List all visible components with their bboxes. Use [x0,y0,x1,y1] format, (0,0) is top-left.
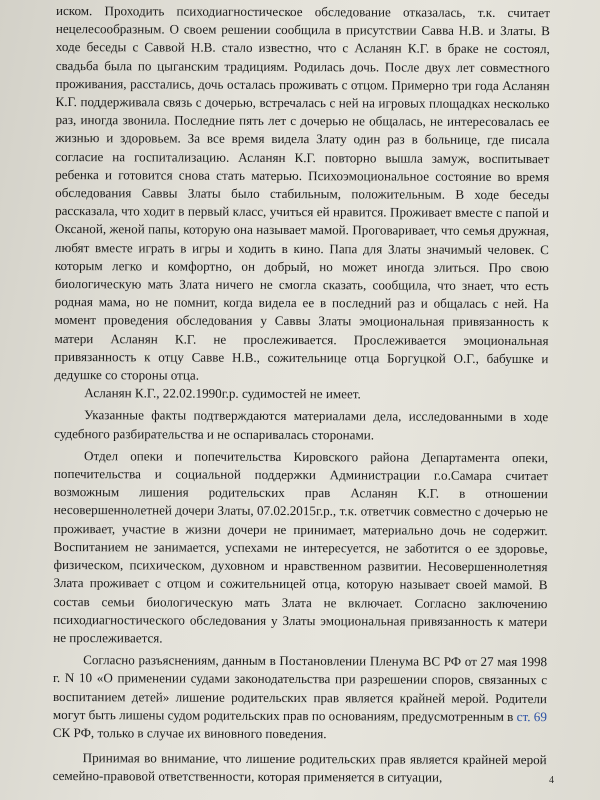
paragraph-guardianship-opinion: Отдел опеки и попечительства Кировского района Департамента опеки, попечительства и социальной поддержки Администрации г.о.Самара считает возможным лишения родительских прав Асланян К.Г. в отношении несовершеннолетней дочери Златы, 07.02.2015г.р., т.к. ответчик совместно с дочерью не проживает, участие в жизни дочери не принимает, материально дочь не содержит. Воспитанием не занимается, успехами не интересуется, не заботится о ее здоровье, физическом, психическом, духовном и нравственном развитии. Несовершеннолетняя Злата проживает с отцом и сожительницей отца, которую называет своей мамой. В состав семьи биологическую мать Злата не включает. Согласно заключению психодиагностического обследования у Златы эмоциональная привязанность к матери не прослеживается. [53,448,549,646]
plenum-text-after: СК РФ, только в случае их виновного поведения. [52,724,327,742]
document-body [53,2,550,788]
paragraph-facts-confirmed: Указанные факты подтверждаются материалами дела, исследованными в ходе судебного разбирательства и не оспаривалась сторонами. [54,407,549,443]
paragraph-considering: Принимая во внимание, что лишение родительских прав является крайней мерой семейно-правовой ответственности, которая применяется в ситуации, [52,750,547,786]
paragraph-plenum-clarification [53,651,547,744]
plenum-text-before: Согласно разъяснениям, данным в Постановлении Пленума ВС РФ от 27 мая 1998 г. N 10 «О применении судами законодательства при разрешении споров, связанных с воспитанием детей» лишение родительских прав является крайней мерой. Родители могут быть лишены судом родительских прав по основаниям, предусмотренным в [52,652,548,724]
article-69-link[interactable]: ст. 69 [516,708,547,724]
paragraph-criminal-record: Асланян К.Г., 22.02.1990г.р. судимостей не имеет. [84,385,361,402]
page-number: 4 [549,775,554,786]
paragraph-psychological-report: иском. Проходить психодиагностическое обследование отказалась, т.к. считает нецелесообразным. О своем решении сообщила в присутствии Савва Н.В. и Златы. В ходе беседы с Саввой Н.В. стало известно, что с Асланян К.Г. в браке не состоял, свадьба была по цыганским традициям. Родилась дочь. После двух лет совместного проживания, расстались, дочь осталась проживать с отцом. Примерно три года Асланян К.Г. поддерживала связь с дочерью, встречалась с ней на игровых площадках несколько раз, иногда звонила. Последние пять лет с дочерью не общалась, не интересовалась ее жизнью и здоровьем. За все время видела Злату один раз в больнице, где писала согласие на госпитализацию. Асланян К.Г. повторно вышла замуж, воспитывает ребенка и готовится снова стать матерью. Психоэмоциональное состояние во время обследования Саввы Златы было стабильным, положительным. В ходе беседы рассказала, что ходит в первый класс, учиться ей нравится. Проживает вместе с папой и Оксаной, женой папы, которую она называет мамой. Проговаривает, что семья дружная, любят вместе играть в игры и ходить в кино. Папа для Златы значимый человек. С которым легко и комфортно, он добрый, но может иногда злиться. Про свою биологическую мать Злата ничего не смогла сказать, сообщила, что знает, что есть родная мама, но не помнит, когда видела ее в последний раз и общалась с ней. На момент проведения обследования у Саввы Златы эмоциональная привязанность к матери Асланян К.Г. не прослеживается. Прослеживается эмоциональная привязанность к отцу Савве Н.В., сожительнице отца Боргуцкой О.Г., бабушке и дедушке со стороны отца. [54,2,550,383]
